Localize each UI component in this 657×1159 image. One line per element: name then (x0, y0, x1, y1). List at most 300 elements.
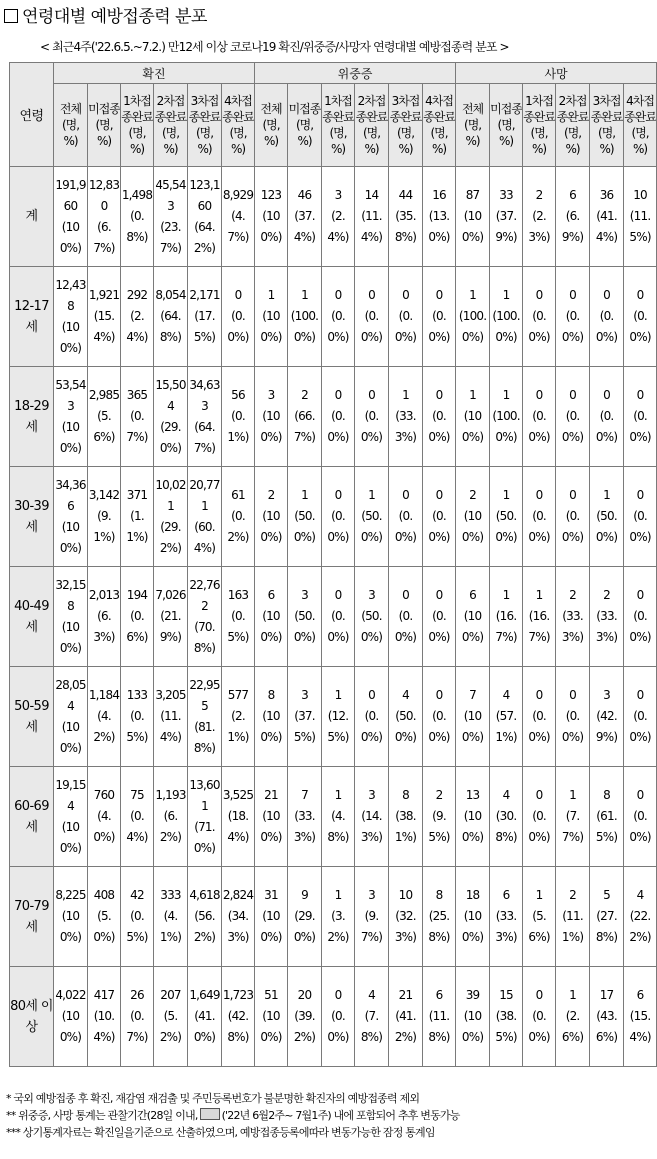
cell-count: 21 (264, 788, 278, 802)
cell-count: 2 (435, 788, 443, 802)
cell-count: 1 (502, 488, 510, 502)
subheader-unit: (명, %) (229, 126, 247, 156)
cell-count: 0 (435, 288, 443, 302)
cell-count: 10 (633, 188, 647, 202)
cell-percent: (0.0%) (428, 409, 450, 444)
vaccination-distribution-table (9, 62, 657, 1067)
cell-percent: (100%) (260, 209, 282, 244)
cell-percent: (0.7%) (126, 1009, 148, 1044)
data-cell (121, 667, 154, 767)
cell-percent: (61.5%) (595, 809, 618, 844)
cell-count: 7,026 (155, 588, 186, 602)
cell-percent: (0.0%) (561, 709, 584, 744)
data-cell (188, 767, 222, 867)
cell-percent: (2.6%) (561, 1009, 584, 1044)
cell-percent: (100%) (59, 909, 82, 944)
subheader-label: 4차접종완료 (423, 94, 455, 124)
cell-percent: (100%) (461, 509, 484, 544)
subheader-unit: (명, %) (128, 126, 146, 156)
data-cell (154, 567, 188, 667)
cell-percent: (100%) (461, 409, 484, 444)
cell-percent: (0.0%) (561, 309, 584, 344)
data-cell (590, 467, 624, 567)
data-cell (322, 367, 355, 467)
cell-count: 3,142 (88, 488, 120, 502)
cell-count: 26 (130, 988, 144, 1002)
cell-percent: (6.9%) (561, 209, 584, 244)
cell-percent: (100%) (461, 1009, 484, 1044)
cell-count: 10,021 (155, 477, 186, 513)
subheader-unit: (명, %) (631, 126, 649, 156)
cell-percent: (18.4%) (227, 809, 249, 844)
cell-percent: (2.4%) (327, 209, 349, 244)
table-row (10, 267, 657, 367)
cell-count: 1,498 (121, 188, 153, 202)
cell-count: 0 (402, 288, 409, 302)
subheader-unit: (명, %) (262, 118, 280, 148)
cell-count: 22,762 (189, 577, 220, 613)
data-cell (456, 667, 490, 767)
cell-percent: (0.0%) (528, 509, 550, 544)
data-cell (355, 167, 389, 267)
subheader-unit: (명, %) (61, 118, 80, 148)
cell-percent: (0.0%) (595, 409, 618, 444)
cell-percent: (35.8%) (394, 209, 417, 244)
cell-percent: (0.2%) (227, 509, 249, 544)
data-cell (322, 567, 355, 667)
cell-count: 1 (334, 688, 342, 702)
data-cell (490, 867, 523, 967)
cell-count: 46 (297, 188, 312, 202)
cell-count: 333 (160, 888, 181, 902)
data-cell (355, 867, 389, 967)
data-cell (255, 267, 288, 367)
shaded-legend-box (200, 1108, 220, 1120)
subheader-unit: (명, %) (95, 118, 113, 148)
data-cell (288, 467, 322, 567)
cell-percent: (100%) (260, 309, 282, 344)
cell-count: 36 (599, 188, 614, 202)
cell-percent: (0.0%) (528, 709, 550, 744)
subheader-total (54, 84, 88, 167)
cell-percent: (0.0%) (327, 409, 349, 444)
cell-count: 0 (435, 488, 443, 502)
data-cell (456, 767, 490, 867)
subheader-unit: (명, %) (329, 126, 347, 156)
cell-percent: (41.4%) (595, 209, 618, 244)
subheader-unit: (명, %) (362, 126, 381, 156)
cell-percent: (100%) (260, 809, 282, 844)
cell-count: 8,225 (55, 888, 86, 902)
data-cell (154, 667, 188, 767)
cell-count: 1 (603, 488, 610, 502)
cell-count: 45,543 (155, 177, 186, 213)
table-row (10, 667, 657, 767)
cell-count: 133 (126, 688, 148, 702)
cell-count: 0 (334, 988, 342, 1002)
cell-count: 61 (231, 488, 245, 502)
cell-percent: (0.0%) (227, 309, 249, 344)
cell-count: 19,154 (55, 777, 86, 813)
data-cell (624, 967, 657, 1067)
cell-percent: (15.4%) (93, 309, 115, 344)
age-column-header: 연령 (10, 63, 54, 167)
cell-count: 7 (469, 688, 476, 702)
cell-count: 34,633 (189, 377, 220, 413)
data-cell (188, 667, 222, 767)
cell-count: 9 (301, 888, 308, 902)
cell-percent: (100%) (59, 619, 82, 655)
data-cell (423, 567, 456, 667)
data-cell (188, 267, 222, 367)
cell-percent: (41.2%) (394, 1009, 417, 1044)
cell-percent: (0.0%) (327, 509, 349, 544)
data-cell (54, 267, 88, 367)
cell-percent: (32.3%) (394, 909, 417, 944)
cell-count: 0 (334, 588, 342, 602)
group-header-death: 사망 (456, 63, 657, 84)
subheader-unvaccinated (88, 84, 121, 167)
data-cell (154, 967, 188, 1067)
cell-percent: (16.7%) (495, 609, 517, 644)
data-cell (288, 667, 322, 767)
table-row (10, 867, 657, 967)
cell-count: 0 (535, 488, 543, 502)
subheader-dose1 (322, 84, 355, 167)
data-cell (121, 567, 154, 667)
subheader-unvaccinated (288, 84, 322, 167)
data-cell (88, 567, 121, 667)
cell-percent: (64.2%) (193, 219, 216, 255)
cell-count: 0 (334, 488, 342, 502)
cell-percent: (7.8%) (360, 1009, 383, 1044)
data-cell (423, 767, 456, 867)
subheader-dose2 (154, 84, 188, 167)
cell-count: 0 (334, 288, 342, 302)
cell-percent: (0.0%) (629, 309, 651, 344)
cell-count: 28,054 (55, 677, 86, 713)
cell-count: 1 (502, 588, 510, 602)
cell-percent: (5.6%) (93, 409, 115, 444)
cell-count: 1 (535, 888, 543, 902)
cell-percent: (50.0%) (394, 709, 417, 744)
cell-count: 365 (126, 388, 148, 402)
data-cell (255, 367, 288, 467)
cell-count: 0 (535, 388, 543, 402)
cell-percent: (100%) (59, 819, 82, 855)
cell-percent: (0.0%) (428, 309, 450, 344)
cell-percent: (100%) (260, 909, 282, 944)
cell-percent: (50.0%) (360, 509, 383, 544)
cell-percent: (0.0%) (360, 409, 383, 444)
subheader-label: 미접종 (288, 102, 321, 116)
cell-percent: (100%) (59, 219, 82, 255)
cell-count: 4 (502, 788, 510, 802)
data-cell (88, 467, 121, 567)
cell-count: 163 (227, 588, 249, 602)
age-cell: 18-29세 (10, 367, 54, 467)
data-cell (490, 667, 523, 767)
table-row (10, 167, 657, 267)
data-cell (355, 767, 389, 867)
cell-percent: (29.2%) (159, 519, 182, 555)
cell-count: 194 (126, 588, 148, 602)
data-cell (490, 567, 523, 667)
data-cell (423, 367, 456, 467)
cell-count: 4,022 (55, 988, 86, 1002)
cell-percent: (50.0%) (360, 609, 383, 644)
data-cell (423, 167, 456, 267)
data-cell (624, 367, 657, 467)
data-cell (322, 767, 355, 867)
cell-percent: (11.1%) (561, 909, 584, 944)
cell-count: 0 (603, 288, 610, 302)
cell-percent: (11.8%) (428, 1009, 450, 1044)
cell-percent: (50.0%) (293, 609, 316, 644)
data-cell (222, 167, 255, 267)
cell-percent: (15.4%) (629, 1009, 651, 1044)
subheader-label: 1차접종완료 (523, 94, 555, 124)
data-cell (88, 967, 121, 1067)
cell-percent: (100%) (59, 519, 82, 555)
data-cell (456, 867, 490, 967)
subheader-dose1 (121, 84, 154, 167)
data-cell (288, 867, 322, 967)
cell-percent: (25.8%) (428, 909, 450, 944)
cell-percent: (100%) (260, 409, 282, 444)
data-cell (255, 467, 288, 567)
subheader-unit: (명, %) (295, 118, 314, 148)
cell-percent: (7.7%) (561, 809, 584, 844)
cell-count: 0 (535, 988, 543, 1002)
group-header-severe: 위중증 (255, 63, 456, 84)
data-cell (556, 667, 590, 767)
data-cell (88, 167, 121, 267)
data-cell (355, 367, 389, 467)
cell-count: 1 (334, 788, 342, 802)
cell-count: 4 (502, 688, 510, 702)
cell-count: 4,618 (189, 888, 220, 902)
cell-count: 2 (301, 388, 308, 402)
subheader-dose2 (556, 84, 590, 167)
cell-percent: (33.3%) (561, 609, 584, 644)
cell-count: 21 (398, 988, 413, 1002)
cell-percent: (0.0%) (629, 509, 651, 544)
subheader-unit: (명, %) (195, 126, 214, 156)
cell-count: 0 (234, 288, 242, 302)
data-cell (389, 967, 423, 1067)
data-cell (355, 567, 389, 667)
data-cell (556, 767, 590, 867)
cell-count: 577 (227, 688, 249, 702)
data-cell (523, 467, 556, 567)
cell-count: 14 (364, 188, 379, 202)
cell-count: 12,830 (88, 177, 120, 213)
cell-count: 1,921 (88, 288, 120, 302)
data-cell (255, 167, 288, 267)
data-cell (456, 267, 490, 367)
subheader-label: 3차접종완료 (590, 94, 623, 124)
cell-count: 39 (465, 988, 480, 1002)
data-cell (556, 167, 590, 267)
data-cell (188, 467, 222, 567)
cell-percent: (0.5%) (126, 909, 148, 944)
data-cell (54, 467, 88, 567)
data-cell (456, 167, 490, 267)
cell-percent: (11.4%) (159, 709, 182, 744)
cell-percent: (37.4%) (293, 209, 316, 244)
data-cell (423, 267, 456, 367)
data-cell (355, 667, 389, 767)
data-cell (590, 167, 624, 267)
footnotes (6, 1090, 460, 1141)
cell-count: 1 (535, 588, 543, 602)
footnote-2-post: ('22년 6월2주~ 7월1주) 내에 포함되어 추후 변동가능 (221, 1109, 460, 1122)
cell-percent: (37.9%) (495, 209, 517, 244)
cell-percent: (0.0%) (528, 1009, 550, 1044)
data-cell (288, 967, 322, 1067)
cell-percent: (50.0%) (495, 509, 517, 544)
data-cell (322, 867, 355, 967)
cell-count: 75 (130, 788, 144, 802)
data-cell (288, 267, 322, 367)
cell-count: 3,525 (222, 788, 254, 802)
cell-percent: (1.1%) (126, 509, 148, 544)
table-row (10, 367, 657, 467)
data-cell (556, 967, 590, 1067)
data-cell (121, 467, 154, 567)
cell-count: 16 (432, 188, 446, 202)
data-cell (556, 567, 590, 667)
cell-count: 15,504 (155, 377, 186, 413)
cell-percent: (0.0%) (595, 309, 618, 344)
cell-percent: (0.0%) (528, 409, 550, 444)
data-cell (121, 767, 154, 867)
age-cell: 80세 이상 (10, 967, 54, 1067)
data-cell (523, 367, 556, 467)
cell-count: 1 (301, 488, 308, 502)
data-cell (456, 467, 490, 567)
cell-count: 2 (569, 888, 576, 902)
data-cell (590, 267, 624, 367)
table-row (10, 967, 657, 1067)
cell-count: 2,824 (222, 888, 254, 902)
data-cell (523, 767, 556, 867)
cell-percent: (100%) (59, 719, 82, 755)
cell-percent: (0.0%) (394, 609, 417, 644)
cell-percent: (100%) (461, 609, 484, 644)
cell-count: 5 (603, 888, 610, 902)
data-cell (556, 467, 590, 567)
subheader-dose1 (523, 84, 556, 167)
cell-percent: (37.5%) (293, 709, 316, 744)
subheader-label: 2차접종완료 (154, 94, 187, 124)
cell-count: 417 (93, 988, 115, 1002)
subheader-dose4 (624, 84, 657, 167)
cell-percent: (0.0%) (394, 509, 417, 544)
subheader-label: 4차접종완료 (624, 94, 656, 124)
cell-count: 1 (402, 388, 409, 402)
cell-percent: (0.6%) (126, 609, 148, 644)
cell-percent: (42.8%) (227, 1009, 249, 1044)
cell-percent: (34.3%) (227, 909, 249, 944)
data-cell (154, 467, 188, 567)
data-cell (54, 867, 88, 967)
cell-percent: (29.0%) (159, 419, 182, 455)
cell-count: 1 (368, 488, 375, 502)
data-cell (188, 167, 222, 267)
cell-percent: (0.0%) (528, 309, 550, 344)
cell-percent: (41.0%) (193, 1009, 216, 1044)
data-cell (222, 667, 255, 767)
data-cell (121, 867, 154, 967)
data-cell (322, 967, 355, 1067)
cell-percent: (22.2%) (629, 909, 651, 944)
cell-percent: (0.0%) (629, 409, 651, 444)
cell-percent: (17.5%) (193, 309, 216, 344)
cell-percent: (5.2%) (159, 1009, 182, 1044)
cell-count: 0 (435, 388, 443, 402)
cell-percent: (2.4%) (126, 309, 148, 344)
cell-percent: (16.7%) (528, 609, 550, 644)
subheader-row (10, 84, 657, 167)
data-cell (222, 267, 255, 367)
data-cell (355, 967, 389, 1067)
data-cell (322, 667, 355, 767)
cell-count: 2 (469, 488, 476, 502)
data-cell (423, 667, 456, 767)
cell-count: 0 (636, 788, 644, 802)
data-cell (523, 867, 556, 967)
cell-percent: (9.5%) (428, 809, 450, 844)
cell-count: 191,960 (55, 177, 86, 213)
subheader-unit: (명, %) (497, 118, 515, 148)
subheader-label: 미접종 (88, 102, 120, 116)
cell-percent: (0.0%) (394, 309, 417, 344)
cell-count: 0 (636, 588, 644, 602)
cell-percent: (30.8%) (495, 809, 517, 844)
data-cell (523, 967, 556, 1067)
data-cell (255, 967, 288, 1067)
cell-count: 0 (569, 488, 576, 502)
data-cell (389, 367, 423, 467)
data-cell (154, 267, 188, 367)
cell-count: 2,171 (189, 288, 220, 302)
cell-percent: (0.0%) (629, 609, 651, 644)
age-cell: 40-49세 (10, 567, 54, 667)
cell-percent: (6.7%) (93, 219, 115, 255)
footnote-1: * 국외 예방접종 후 확진, 재감염 재검출 및 주민등록번호가 불분명한 확진자의 예방접종력 제외 (6, 1092, 420, 1105)
subheader-dose3 (389, 84, 423, 167)
cell-percent: (56.2%) (193, 909, 216, 944)
data-cell (389, 167, 423, 267)
cell-count: 20,771 (189, 477, 220, 513)
subheader-unit: (명, %) (464, 118, 482, 148)
data-cell (54, 167, 88, 267)
cell-percent: (38.1%) (394, 809, 417, 844)
cell-count: 0 (402, 588, 409, 602)
subheader-label: 1차접종완료 (121, 94, 153, 124)
cell-count: 6 (267, 588, 275, 602)
footnote-2-pre: ** 위중증, 사망 통계는 관찰기간(28일 이내, (6, 1109, 198, 1122)
data-cell (154, 167, 188, 267)
data-cell (88, 667, 121, 767)
cell-count: 18 (465, 888, 480, 902)
cell-count: 0 (636, 288, 644, 302)
cell-count: 10 (398, 888, 413, 902)
cell-count: 292 (126, 288, 148, 302)
cell-count: 34,366 (55, 477, 86, 513)
